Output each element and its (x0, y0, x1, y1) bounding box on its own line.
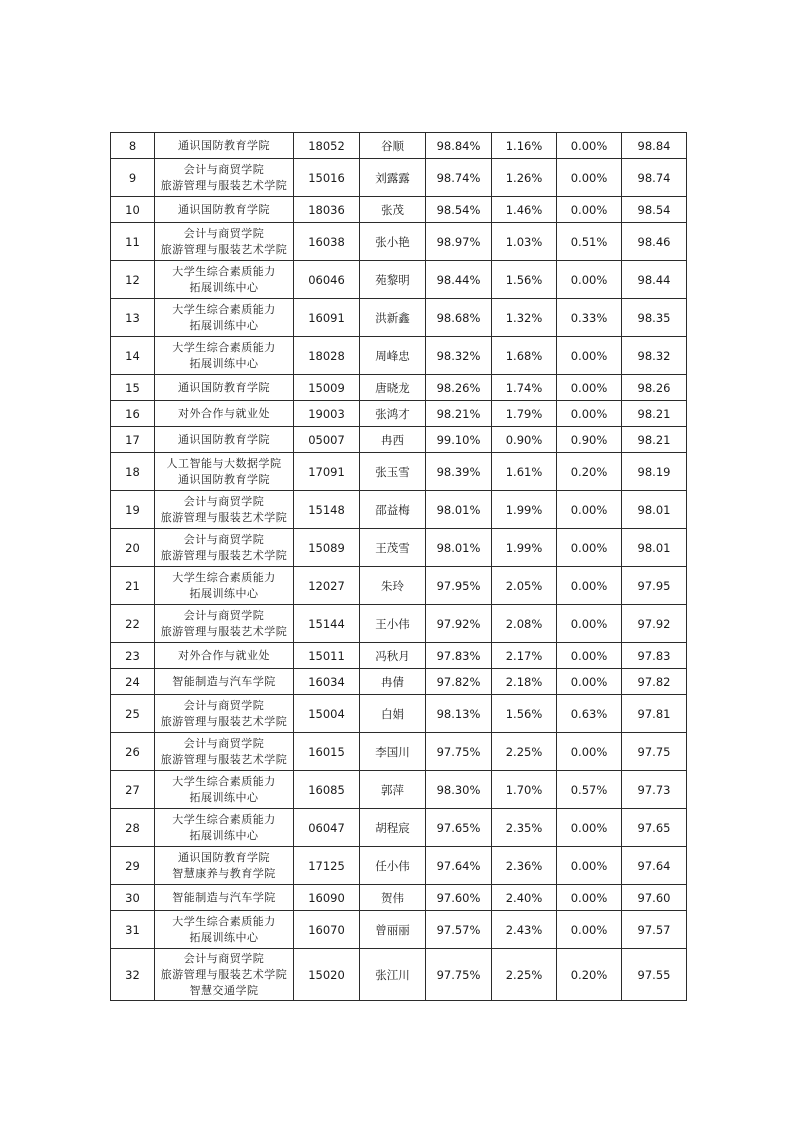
department-line: 拓展训练中心 (189, 356, 259, 370)
deduction-cell: 1.74% (492, 375, 557, 401)
name-cell: 郭萍 (360, 771, 426, 809)
rate-cell: 98.74% (426, 159, 492, 197)
employee-id-cell: 17091 (294, 453, 360, 491)
rank-cell: 15 (111, 375, 155, 401)
score-cell: 97.55 (622, 949, 687, 1001)
department-cell (155, 427, 294, 453)
department-line: 智能制造与汽车学院 (172, 674, 276, 688)
name-cell: 张鸿才 (360, 401, 426, 427)
employee-id-cell: 16015 (294, 733, 360, 771)
deduction-cell: 2.25% (492, 733, 557, 771)
department-line: 对外合作与就业处 (178, 648, 270, 662)
extra-deduction-cell: 0.57% (557, 771, 622, 809)
department-cell (155, 669, 294, 695)
table-row (111, 529, 687, 567)
table-row (111, 847, 687, 885)
rank-cell: 26 (111, 733, 155, 771)
name-cell: 朱玲 (360, 567, 426, 605)
name-cell: 贺伟 (360, 885, 426, 911)
extra-deduction-cell: 0.00% (557, 529, 622, 567)
score-cell: 98.21 (622, 427, 687, 453)
rank-cell: 23 (111, 643, 155, 669)
rate-cell: 97.75% (426, 733, 492, 771)
deduction-cell: 2.17% (492, 643, 557, 669)
name-cell: 白娟 (360, 695, 426, 733)
rate-cell: 99.10% (426, 427, 492, 453)
department-line: 拓展训练中心 (189, 280, 259, 294)
department-line: 通识国防教育学院 (178, 850, 270, 864)
table-row (111, 695, 687, 733)
extra-deduction-cell: 0.33% (557, 299, 622, 337)
name-cell: 谷顺 (360, 133, 426, 159)
extra-deduction-cell: 0.63% (557, 695, 622, 733)
deduction-cell: 1.26% (492, 159, 557, 197)
rank-cell: 22 (111, 605, 155, 643)
employee-id-cell: 15011 (294, 643, 360, 669)
rate-cell: 98.39% (426, 453, 492, 491)
employee-id-cell: 16091 (294, 299, 360, 337)
rank-cell: 25 (111, 695, 155, 733)
rate-cell: 97.65% (426, 809, 492, 847)
employee-id-cell: 16034 (294, 669, 360, 695)
table-row (111, 567, 687, 605)
score-cell: 98.84 (622, 133, 687, 159)
department-cell (155, 337, 294, 375)
name-cell: 李国川 (360, 733, 426, 771)
department-line: 大学生综合素质能力 (172, 774, 276, 788)
rate-cell: 97.60% (426, 885, 492, 911)
name-cell: 邵益梅 (360, 491, 426, 529)
table-row (111, 669, 687, 695)
department-line: 大学生综合素质能力 (172, 264, 276, 278)
department-cell (155, 733, 294, 771)
deduction-cell: 2.35% (492, 809, 557, 847)
score-cell: 98.01 (622, 491, 687, 529)
rank-cell: 11 (111, 223, 155, 261)
rank-cell: 17 (111, 427, 155, 453)
department-line: 大学生综合素质能力 (172, 340, 276, 354)
department-cell (155, 949, 294, 1001)
score-cell: 97.75 (622, 733, 687, 771)
department-line: 会计与商贸学院 (183, 494, 265, 508)
deduction-cell: 1.99% (492, 529, 557, 567)
deduction-cell: 1.03% (492, 223, 557, 261)
score-cell: 97.65 (622, 809, 687, 847)
score-cell: 97.83 (622, 643, 687, 669)
score-cell: 98.46 (622, 223, 687, 261)
extra-deduction-cell: 0.20% (557, 949, 622, 1001)
score-cell: 98.32 (622, 337, 687, 375)
score-cell: 98.74 (622, 159, 687, 197)
department-line: 通识国防教育学院 (178, 138, 270, 152)
name-cell: 张小艳 (360, 223, 426, 261)
department-cell (155, 197, 294, 223)
table-row (111, 401, 687, 427)
department-line: 旅游管理与服装艺术学院 (160, 510, 288, 524)
rate-cell: 97.95% (426, 567, 492, 605)
rate-cell: 98.44% (426, 261, 492, 299)
name-cell: 冉西 (360, 427, 426, 453)
extra-deduction-cell: 0.00% (557, 159, 622, 197)
employee-id-cell: 16085 (294, 771, 360, 809)
department-line: 会计与商贸学院 (183, 226, 265, 240)
extra-deduction-cell: 0.00% (557, 375, 622, 401)
department-line: 拓展训练中心 (189, 930, 259, 944)
rate-cell: 97.57% (426, 911, 492, 949)
employee-id-cell: 18028 (294, 337, 360, 375)
department-line: 智慧交通学院 (189, 983, 259, 997)
rate-cell: 98.01% (426, 529, 492, 567)
name-cell: 张玉雪 (360, 453, 426, 491)
department-line: 人工智能与大数据学院 (166, 456, 282, 470)
table-row (111, 427, 687, 453)
extra-deduction-cell: 0.00% (557, 401, 622, 427)
table-row (111, 453, 687, 491)
rank-cell: 20 (111, 529, 155, 567)
department-line: 通识国防教育学院 (178, 202, 270, 216)
employee-id-cell: 05007 (294, 427, 360, 453)
deduction-cell: 2.18% (492, 669, 557, 695)
employee-id-cell: 15144 (294, 605, 360, 643)
extra-deduction-cell: 0.00% (557, 133, 622, 159)
extra-deduction-cell: 0.00% (557, 669, 622, 695)
name-cell: 洪新鑫 (360, 299, 426, 337)
rank-cell: 21 (111, 567, 155, 605)
name-cell: 王茂雪 (360, 529, 426, 567)
name-cell: 胡程宸 (360, 809, 426, 847)
deduction-cell: 1.32% (492, 299, 557, 337)
table-row (111, 491, 687, 529)
rank-cell: 8 (111, 133, 155, 159)
department-line: 会计与商贸学院 (183, 608, 265, 622)
rate-cell: 98.30% (426, 771, 492, 809)
score-cell: 97.57 (622, 911, 687, 949)
name-cell: 曾丽丽 (360, 911, 426, 949)
department-line: 会计与商贸学院 (183, 162, 265, 176)
name-cell: 王小伟 (360, 605, 426, 643)
department-line: 旅游管理与服装艺术学院 (160, 752, 288, 766)
score-cell: 98.21 (622, 401, 687, 427)
table-row (111, 643, 687, 669)
rate-cell: 97.75% (426, 949, 492, 1001)
employee-id-cell: 17125 (294, 847, 360, 885)
extra-deduction-cell: 0.00% (557, 491, 622, 529)
extra-deduction-cell: 0.00% (557, 809, 622, 847)
deduction-cell: 0.90% (492, 427, 557, 453)
extra-deduction-cell: 0.00% (557, 885, 622, 911)
deduction-cell: 2.25% (492, 949, 557, 1001)
extra-deduction-cell: 0.00% (557, 197, 622, 223)
department-line: 通识国防教育学院 (178, 432, 270, 446)
table-row (111, 885, 687, 911)
department-cell (155, 911, 294, 949)
deduction-cell: 1.56% (492, 261, 557, 299)
rate-cell: 98.54% (426, 197, 492, 223)
extra-deduction-cell: 0.00% (557, 605, 622, 643)
name-cell: 张茂 (360, 197, 426, 223)
department-line: 大学生综合素质能力 (172, 302, 276, 316)
score-cell: 98.54 (622, 197, 687, 223)
rate-cell: 98.21% (426, 401, 492, 427)
extra-deduction-cell: 0.00% (557, 337, 622, 375)
department-line: 旅游管理与服装艺术学院 (160, 624, 288, 638)
department-line: 旅游管理与服装艺术学院 (160, 714, 288, 728)
deduction-cell: 1.56% (492, 695, 557, 733)
department-cell (155, 605, 294, 643)
rate-cell: 97.82% (426, 669, 492, 695)
table-row (111, 911, 687, 949)
deduction-cell: 1.46% (492, 197, 557, 223)
department-cell (155, 375, 294, 401)
employee-id-cell: 15020 (294, 949, 360, 1001)
rank-cell: 30 (111, 885, 155, 911)
table-row (111, 605, 687, 643)
department-line: 会计与商贸学院 (183, 532, 265, 546)
extra-deduction-cell: 0.00% (557, 847, 622, 885)
score-cell: 98.44 (622, 261, 687, 299)
rank-cell: 14 (111, 337, 155, 375)
score-cell: 98.01 (622, 529, 687, 567)
rank-cell: 18 (111, 453, 155, 491)
name-cell: 任小伟 (360, 847, 426, 885)
employee-id-cell: 16038 (294, 223, 360, 261)
employee-id-cell: 15004 (294, 695, 360, 733)
rank-cell: 29 (111, 847, 155, 885)
deduction-cell: 2.36% (492, 847, 557, 885)
table-row (111, 771, 687, 809)
deduction-cell: 2.40% (492, 885, 557, 911)
rank-cell: 24 (111, 669, 155, 695)
name-cell: 刘露露 (360, 159, 426, 197)
department-cell (155, 643, 294, 669)
department-cell (155, 567, 294, 605)
employee-id-cell: 19003 (294, 401, 360, 427)
department-line: 通识国防教育学院 (178, 472, 270, 486)
rank-cell: 10 (111, 197, 155, 223)
department-line: 拓展训练中心 (189, 790, 259, 804)
table-row (111, 375, 687, 401)
table-row (111, 197, 687, 223)
employee-id-cell: 06046 (294, 261, 360, 299)
department-cell (155, 809, 294, 847)
extra-deduction-cell: 0.00% (557, 567, 622, 605)
employee-id-cell: 12027 (294, 567, 360, 605)
department-line: 会计与商贸学院 (183, 698, 265, 712)
rank-cell: 32 (111, 949, 155, 1001)
extra-deduction-cell: 0.00% (557, 733, 622, 771)
score-cell: 97.95 (622, 567, 687, 605)
extra-deduction-cell: 0.00% (557, 911, 622, 949)
department-line: 旅游管理与服装艺术学院 (160, 548, 288, 562)
department-line: 旅游管理与服装艺术学院 (160, 242, 288, 256)
score-cell: 97.60 (622, 885, 687, 911)
rank-cell: 28 (111, 809, 155, 847)
rate-cell: 97.83% (426, 643, 492, 669)
department-cell (155, 695, 294, 733)
department-line: 旅游管理与服装艺术学院 (160, 967, 288, 981)
rank-cell: 27 (111, 771, 155, 809)
employee-id-cell: 15089 (294, 529, 360, 567)
department-cell (155, 159, 294, 197)
name-cell: 苑黎明 (360, 261, 426, 299)
department-cell (155, 299, 294, 337)
score-cell: 97.81 (622, 695, 687, 733)
employee-id-cell: 16090 (294, 885, 360, 911)
department-line: 大学生综合素质能力 (172, 812, 276, 826)
deduction-cell: 2.08% (492, 605, 557, 643)
employee-id-cell: 18052 (294, 133, 360, 159)
department-cell (155, 529, 294, 567)
department-line: 通识国防教育学院 (178, 380, 270, 394)
employee-id-cell: 15016 (294, 159, 360, 197)
score-cell: 98.26 (622, 375, 687, 401)
rank-cell: 12 (111, 261, 155, 299)
department-line: 拓展训练中心 (189, 318, 259, 332)
rate-cell: 97.64% (426, 847, 492, 885)
table-row (111, 733, 687, 771)
table-row (111, 261, 687, 299)
department-cell (155, 847, 294, 885)
deduction-cell: 1.79% (492, 401, 557, 427)
department-cell (155, 223, 294, 261)
table-row (111, 223, 687, 261)
employee-id-cell: 18036 (294, 197, 360, 223)
employee-id-cell: 15148 (294, 491, 360, 529)
department-cell (155, 261, 294, 299)
rate-cell: 98.84% (426, 133, 492, 159)
employee-id-cell: 15009 (294, 375, 360, 401)
rate-cell: 98.97% (426, 223, 492, 261)
name-cell: 周峰忠 (360, 337, 426, 375)
ranking-table (110, 132, 687, 1001)
table-row (111, 809, 687, 847)
department-cell (155, 771, 294, 809)
table-row (111, 159, 687, 197)
department-line: 会计与商贸学院 (183, 736, 265, 750)
score-cell: 97.82 (622, 669, 687, 695)
department-line: 智慧康养与教育学院 (172, 866, 276, 880)
deduction-cell: 1.70% (492, 771, 557, 809)
department-line: 大学生综合素质能力 (172, 570, 276, 584)
deduction-cell: 1.61% (492, 453, 557, 491)
table-row (111, 133, 687, 159)
deduction-cell: 1.68% (492, 337, 557, 375)
name-cell: 唐晓龙 (360, 375, 426, 401)
department-cell (155, 453, 294, 491)
extra-deduction-cell: 0.00% (557, 643, 622, 669)
deduction-cell: 1.16% (492, 133, 557, 159)
score-cell: 98.19 (622, 453, 687, 491)
extra-deduction-cell: 0.20% (557, 453, 622, 491)
department-line: 旅游管理与服装艺术学院 (160, 178, 288, 192)
department-line: 会计与商贸学院 (183, 951, 265, 965)
rate-cell: 98.26% (426, 375, 492, 401)
department-line: 拓展训练中心 (189, 586, 259, 600)
rate-cell: 98.01% (426, 491, 492, 529)
score-cell: 97.92 (622, 605, 687, 643)
deduction-cell: 2.05% (492, 567, 557, 605)
rank-cell: 9 (111, 159, 155, 197)
employee-id-cell: 16070 (294, 911, 360, 949)
extra-deduction-cell: 0.00% (557, 261, 622, 299)
table-body (111, 133, 687, 1001)
rate-cell: 98.13% (426, 695, 492, 733)
department-line: 拓展训练中心 (189, 828, 259, 842)
name-cell: 冯秋月 (360, 643, 426, 669)
department-cell (155, 401, 294, 427)
deduction-cell: 1.99% (492, 491, 557, 529)
rank-cell: 31 (111, 911, 155, 949)
table-row (111, 299, 687, 337)
rate-cell: 97.92% (426, 605, 492, 643)
name-cell: 张江川 (360, 949, 426, 1001)
rank-cell: 19 (111, 491, 155, 529)
deduction-cell: 2.43% (492, 911, 557, 949)
extra-deduction-cell: 0.90% (557, 427, 622, 453)
table-row (111, 949, 687, 1001)
rank-cell: 16 (111, 401, 155, 427)
table-row (111, 337, 687, 375)
extra-deduction-cell: 0.51% (557, 223, 622, 261)
department-line: 智能制造与汽车学院 (172, 890, 276, 904)
score-cell: 97.73 (622, 771, 687, 809)
score-cell: 97.64 (622, 847, 687, 885)
rate-cell: 98.32% (426, 337, 492, 375)
department-cell (155, 491, 294, 529)
department-line: 对外合作与就业处 (178, 406, 270, 420)
department-cell (155, 885, 294, 911)
score-cell: 98.35 (622, 299, 687, 337)
name-cell: 冉倩 (360, 669, 426, 695)
department-line: 大学生综合素质能力 (172, 914, 276, 928)
rate-cell: 98.68% (426, 299, 492, 337)
rank-cell: 13 (111, 299, 155, 337)
employee-id-cell: 06047 (294, 809, 360, 847)
department-cell (155, 133, 294, 159)
